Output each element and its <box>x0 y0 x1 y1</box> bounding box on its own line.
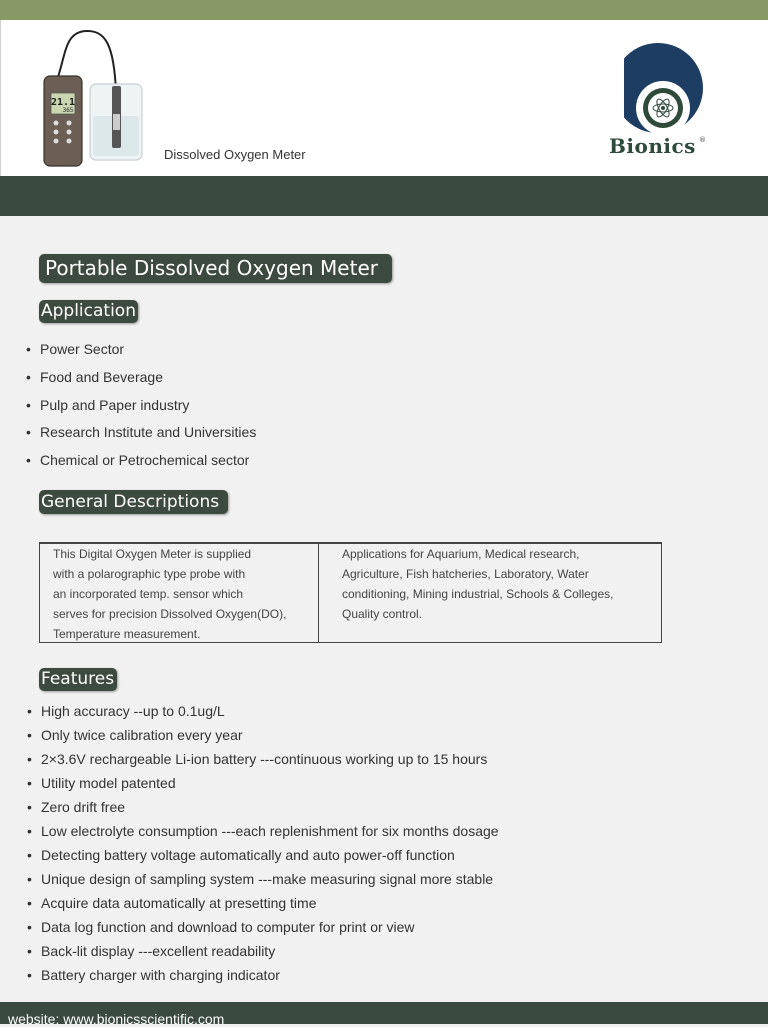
description-line: This Digital Oxygen Meter is supplied <box>53 547 252 561</box>
list-item: • Data log function and download to computer for print or view <box>27 919 499 943</box>
list-item: • Zero drift free <box>27 799 499 823</box>
list-item: • 2×3.6V rechargeable Li-ion battery ---continuous working up to 15 hours <box>27 751 499 775</box>
list-item: • Unique design of sampling system ---make measuring signal more stable <box>27 871 499 895</box>
description-line: serves for precision Dissolved Oxygen(DO), <box>53 607 287 621</box>
header-divider-band <box>0 176 768 216</box>
list-item: • Pulp and Paper industry <box>26 397 256 425</box>
general-descriptions-heading: General Descriptions <box>39 490 228 514</box>
list-item: • Utility model patented <box>27 775 499 799</box>
description-line: Temperature measurement. <box>53 627 201 641</box>
meter-display-value: 21.1 <box>50 97 76 108</box>
list-item: • Low electrolyte consumption ---each replenishment for six months dosage <box>27 823 499 847</box>
product-caption: Dissolved Oxygen Meter <box>164 147 306 162</box>
description-right-cell <box>320 544 661 642</box>
list-item: • Battery charger with charging indicator <box>27 967 499 991</box>
features-list <box>27 703 499 991</box>
description-line: conditioning, Mining industrial, Schools & Colleges, <box>342 587 614 601</box>
list-item: • Chemical or Petrochemical sector <box>26 452 256 480</box>
list-item: • High accuracy --up to 0.1ug/L <box>27 703 499 727</box>
application-list <box>26 341 256 480</box>
description-line: with a polarographic type probe with <box>53 567 246 581</box>
application-heading: Application <box>41 301 136 321</box>
list-item: • Power Sector <box>26 341 256 369</box>
page-title: Portable Dissolved Oxygen Meter <box>39 254 392 283</box>
description-line: an incorporated temp. sensor which <box>53 587 244 601</box>
description-line: Quality control. <box>342 607 423 621</box>
footer <box>0 1002 768 1027</box>
list-item: • Research Institute and Universities <box>26 424 256 452</box>
features-heading: Features <box>39 668 117 691</box>
oxygen-meter-product-image <box>36 26 146 168</box>
brand-name: Bionics <box>609 134 696 158</box>
list-item: • Back-lit display ---excellent readability <box>27 943 499 967</box>
meter-display-subvalue: 365 <box>62 107 74 114</box>
website-link[interactable]: website: www.bionicsscientific.com <box>8 1011 225 1027</box>
registered-mark: ® <box>699 136 706 144</box>
list-item: • Food and Beverage <box>26 369 256 397</box>
description-left-cell <box>40 544 319 642</box>
list-item: • Acquire data automatically at presetting time <box>27 895 499 919</box>
top-accent-bar <box>0 0 768 20</box>
general-descriptions-table <box>39 542 662 643</box>
description-line: Applications for Aquarium, Medical research, <box>342 547 580 561</box>
list-item: • Detecting battery voltage automatically and auto power-off function <box>27 847 499 871</box>
description-line: Agriculture, Fish hatcheries, Laboratory, Water <box>342 567 589 581</box>
list-item: • Only twice calibration every year <box>27 727 499 751</box>
